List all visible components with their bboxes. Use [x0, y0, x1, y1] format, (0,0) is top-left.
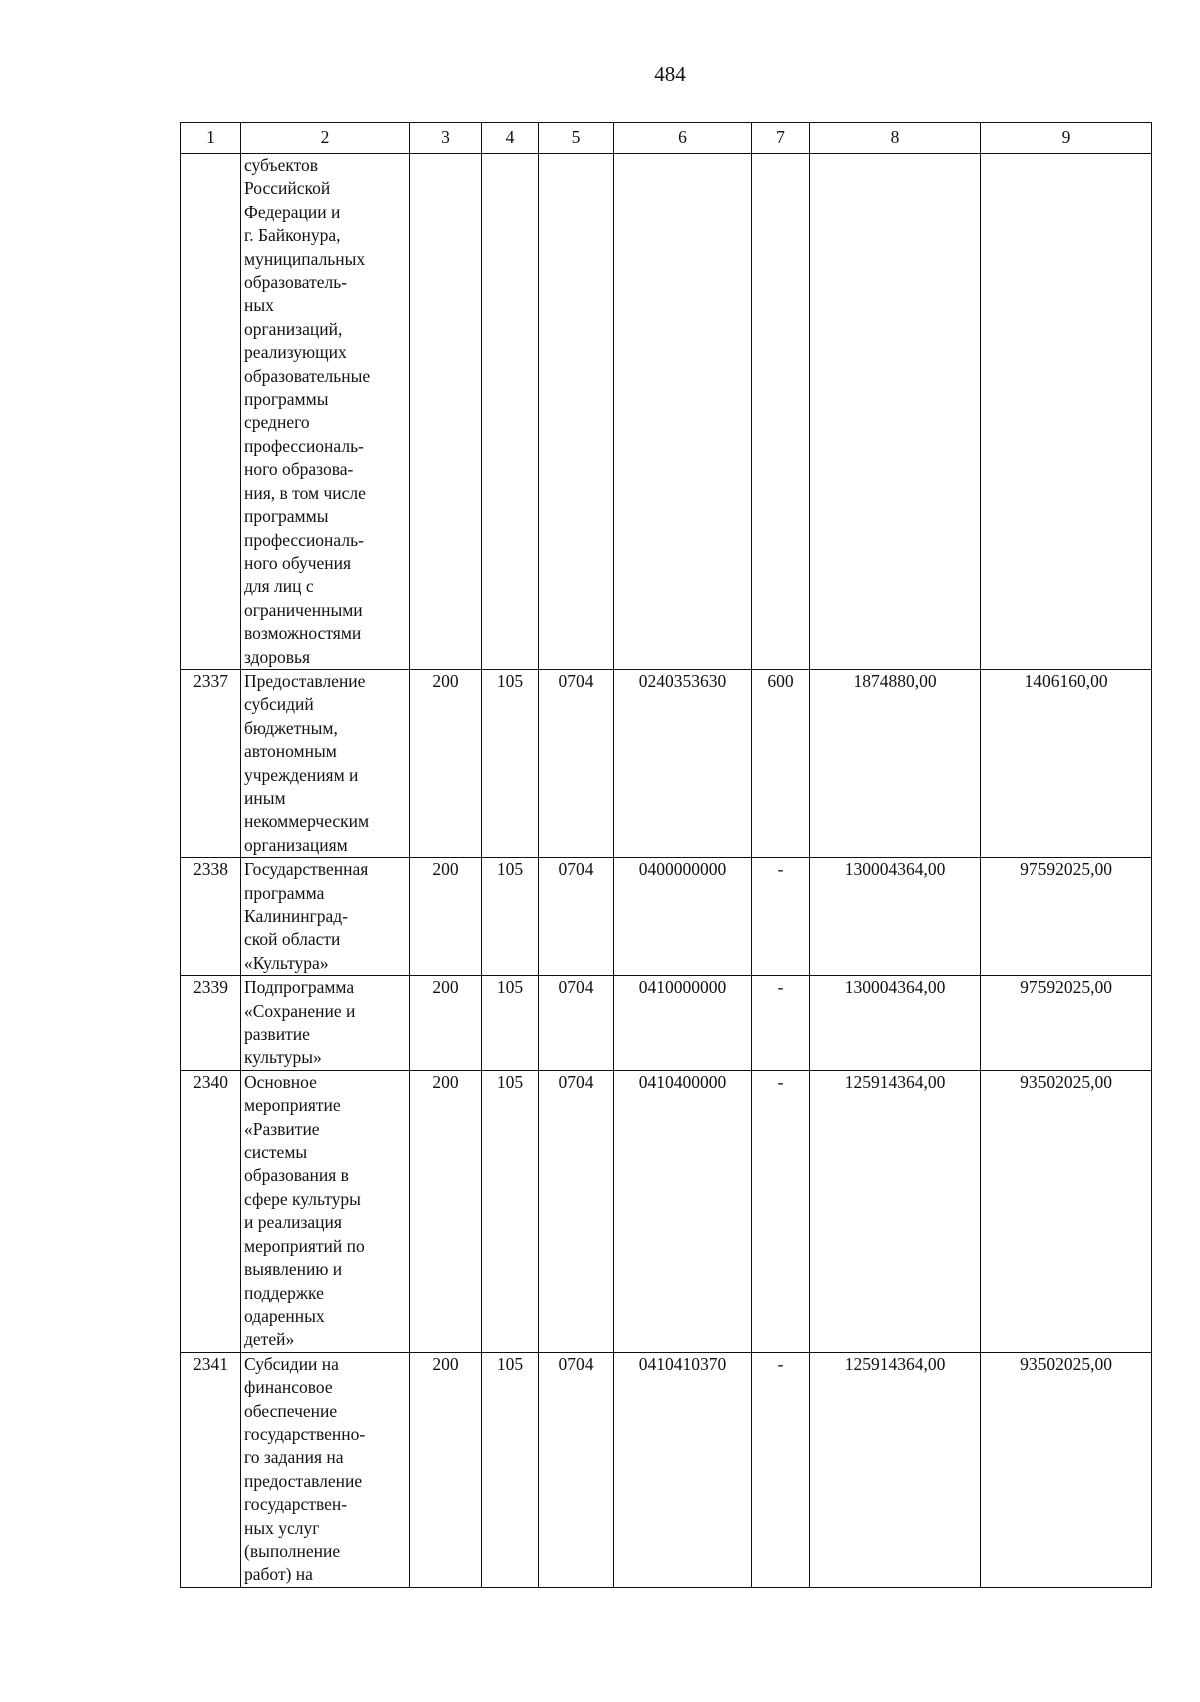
row-col-5: [539, 154, 614, 670]
row-col-6: [614, 154, 752, 670]
row-col-5: 0704: [539, 1352, 614, 1587]
row-description: Подпрограмма «Сохранение и развитие культуры»: [241, 976, 410, 1071]
budget-table: [180, 122, 1152, 1588]
row-col-7: [752, 154, 810, 670]
row-col-3: [410, 154, 482, 670]
row-number: [181, 154, 241, 670]
row-col-7: -: [752, 1352, 810, 1587]
table-header: [181, 123, 1152, 154]
row-col-3: 200: [410, 976, 482, 1071]
row-col-4: 105: [482, 858, 539, 976]
table-row: [181, 976, 1152, 1071]
row-col-5: 0704: [539, 858, 614, 976]
row-col-8: 125914364,00: [810, 1070, 981, 1352]
row-number: 2338: [181, 858, 241, 976]
header-col-9: 9: [981, 123, 1152, 154]
row-col-3: 200: [410, 669, 482, 857]
table-row: [181, 1352, 1152, 1587]
row-col-7: -: [752, 1070, 810, 1352]
row-col-6: 0410400000: [614, 1070, 752, 1352]
row-description: Субсидии на финансовое обеспечение государственно- го задания на предоставление государствен- ных услуг (выполнение работ) на: [241, 1352, 410, 1587]
row-col-9: 93502025,00: [981, 1352, 1152, 1587]
row-col-9: 97592025,00: [981, 976, 1152, 1071]
row-col-4: 105: [482, 1070, 539, 1352]
header-row: [181, 123, 1152, 154]
row-col-6: 0400000000: [614, 858, 752, 976]
table-row: [181, 1070, 1152, 1352]
row-col-8: 1874880,00: [810, 669, 981, 857]
row-col-7: -: [752, 976, 810, 1071]
row-col-9: 97592025,00: [981, 858, 1152, 976]
table-row: [181, 669, 1152, 857]
row-col-7: -: [752, 858, 810, 976]
row-number: 2337: [181, 669, 241, 857]
row-description: Государственная программа Калининград- ской области «Культура»: [241, 858, 410, 976]
row-col-9: 93502025,00: [981, 1070, 1152, 1352]
table-row: [181, 154, 1152, 670]
table-body: [181, 154, 1152, 1588]
row-col-8: 130004364,00: [810, 976, 981, 1071]
row-col-9: [981, 154, 1152, 670]
row-col-8: [810, 154, 981, 670]
row-col-3: 200: [410, 858, 482, 976]
row-number: 2339: [181, 976, 241, 1071]
row-col-3: 200: [410, 1352, 482, 1587]
row-col-3: 200: [410, 1070, 482, 1352]
table-row: [181, 858, 1152, 976]
row-col-5: 0704: [539, 1070, 614, 1352]
row-col-5: 0704: [539, 669, 614, 857]
row-number: 2340: [181, 1070, 241, 1352]
header-col-4: 4: [482, 123, 539, 154]
row-number: 2341: [181, 1352, 241, 1587]
header-col-8: 8: [810, 123, 981, 154]
row-col-6: 0410000000: [614, 976, 752, 1071]
row-description: субъектов Российской Федерации и г. Байконура, муниципальных образователь- ных организаций, реализующих образовательные программы среднего профессиональ- ного образова- ния, в том числе программы профессиональ- ного обучения для лиц с ограниченными возможностями здоровья: [241, 154, 410, 670]
header-col-6: 6: [614, 123, 752, 154]
row-col-4: 105: [482, 976, 539, 1071]
row-description: Предоставление субсидий бюджетным, автономным учреждениям и иным некоммерческим организациям: [241, 669, 410, 857]
header-col-3: 3: [410, 123, 482, 154]
row-col-4: 105: [482, 669, 539, 857]
header-col-1: 1: [181, 123, 241, 154]
row-col-4: [482, 154, 539, 670]
row-col-5: 0704: [539, 976, 614, 1071]
row-description: Основное мероприятие «Развитие системы образования в сфере культуры и реализация мероприятий по выявлению и поддержке одаренных детей»: [241, 1070, 410, 1352]
row-col-4: 105: [482, 1352, 539, 1587]
row-col-6: 0240353630: [614, 669, 752, 857]
row-col-6: 0410410370: [614, 1352, 752, 1587]
row-col-8: 125914364,00: [810, 1352, 981, 1587]
row-col-9: 1406160,00: [981, 669, 1152, 857]
header-col-7: 7: [752, 123, 810, 154]
header-col-2: 2: [241, 123, 410, 154]
header-col-5: 5: [539, 123, 614, 154]
row-col-7: 600: [752, 669, 810, 857]
page-number: 484: [654, 62, 686, 86]
row-col-8: 130004364,00: [810, 858, 981, 976]
